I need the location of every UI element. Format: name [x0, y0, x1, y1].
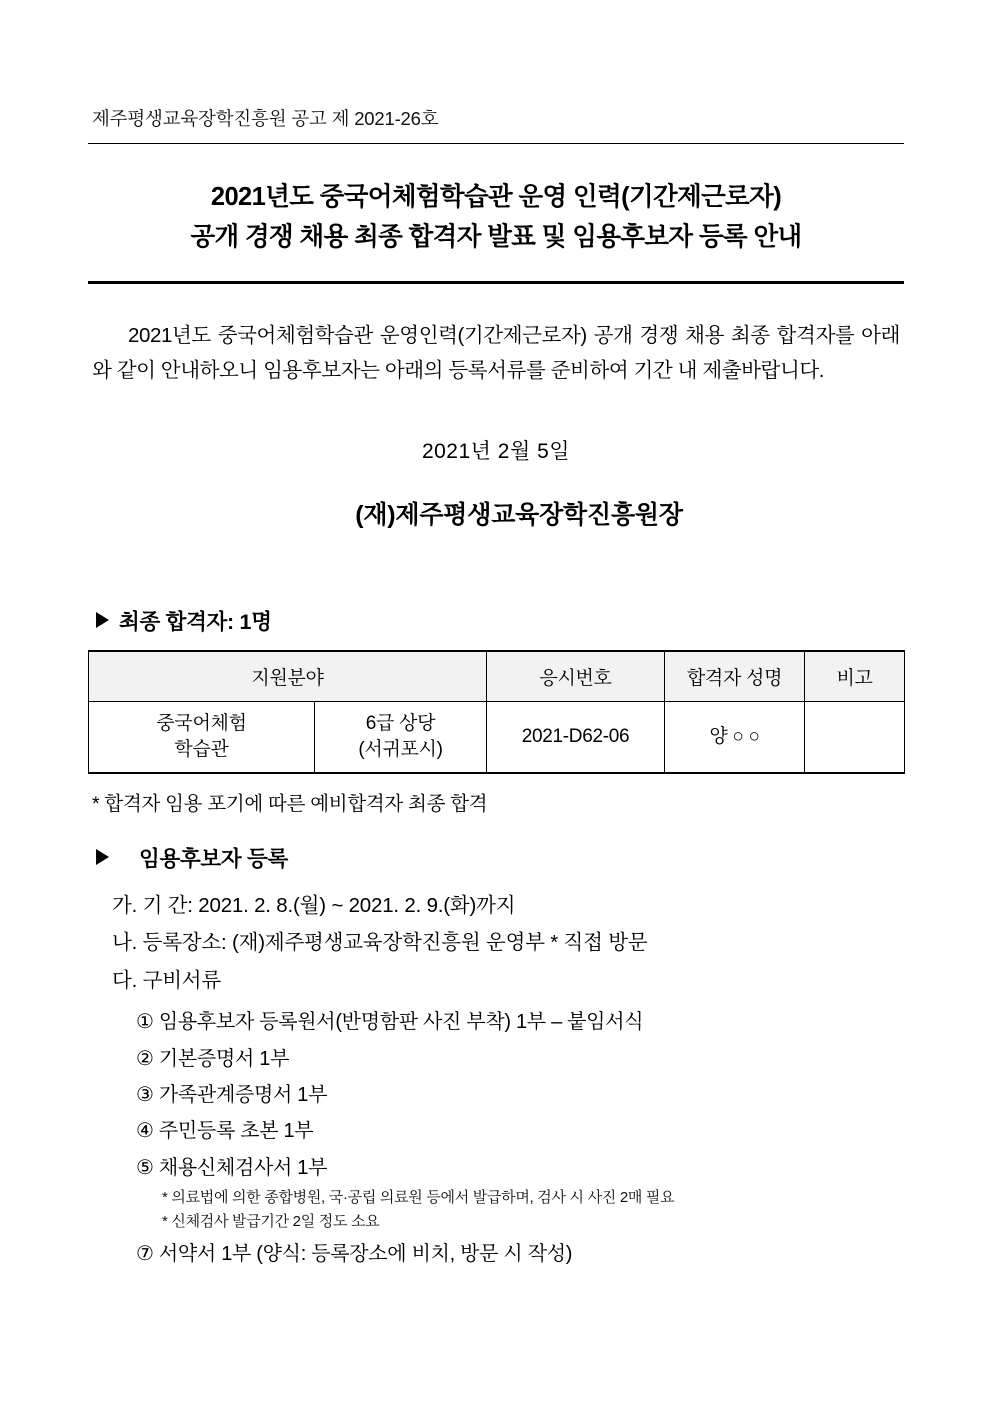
- cell-field-name: 중국어체험 학습관: [89, 701, 315, 773]
- table-row: [89, 701, 905, 773]
- document-subnote: * 의료법에 의한 종합병원, 국·공립 의료원 등에서 발급하며, 검사 시 사진 2매 필요: [162, 1189, 675, 1207]
- triangle-bullet-icon: [96, 849, 109, 865]
- list-item: ② 기본증명서 1부: [136, 1047, 290, 1070]
- title-line-1: 2021년도 중국어체험학습관 운영 인력(기간제근로자): [210, 183, 782, 211]
- cell-remark: [805, 701, 905, 773]
- document-title: [88, 178, 904, 257]
- section-heading-registration: [96, 842, 904, 873]
- column-header-field: 지원분야: [89, 651, 487, 702]
- list-item: 가. 기 간: 2021. 2. 8.(월) ~ 2021. 2. 9.(화)까지: [112, 893, 516, 917]
- table-footnote: * 합격자 임용 포기에 따른 예비합격자 최종 합격: [92, 792, 488, 815]
- column-header-name: 합격자 성명: [665, 651, 805, 702]
- intro-paragraph: 2021년도 중국어체험학습관 운영인력(기간제근로자) 공개 경쟁 채용 최종 합격자를 아래와 같이 안내하오니 임용후보자는 아래의 등록서류를 준비하여 기간 내 제출바랍니다.: [92, 324, 900, 383]
- cell-field-grade: 6급 상당 (서귀포시): [315, 701, 487, 773]
- issue-date: 2021년 2월 5일: [421, 439, 571, 463]
- list-item: ① 임용후보자 등록원서(반명함판 사진 부착) 1부 – 붙임서식: [136, 1011, 644, 1034]
- table-header-row: [89, 651, 905, 702]
- list-item: 다. 구비서류: [112, 969, 222, 993]
- list-item: ④ 주민등록 초본 1부: [136, 1120, 314, 1143]
- list-item: 나. 등록장소: (재)제주평생교육장학진흥원 운영부 * 직접 방문: [112, 931, 648, 955]
- title-divider: [88, 281, 904, 284]
- document-subnote: * 신체검사 발급기간 2일 정도 소요: [162, 1213, 380, 1231]
- triangle-bullet-icon: [96, 612, 109, 628]
- section2-heading-label: 임용후보자 등록: [139, 846, 288, 871]
- cell-exam-no: 2021-D62-06: [487, 701, 665, 773]
- registration-items: [112, 887, 904, 1001]
- required-documents-list: [136, 1004, 904, 1272]
- issuing-organization: (재)제주평생교육장학진흥원장: [355, 500, 683, 529]
- title-line-2: 공개 경쟁 채용 최종 합격자 발표 및 임용후보자 등록 안내: [190, 222, 802, 251]
- column-header-remark: 비고: [805, 651, 905, 702]
- list-item: ⑤ 채용신체검사서 1부: [136, 1156, 328, 1179]
- section1-heading-label: 최종 합격자: 1명: [119, 609, 272, 634]
- header-divider: [88, 143, 904, 144]
- cell-name: 양 ○ ○: [665, 701, 805, 773]
- document-number: 제주평생교육장학진흥원 공고 제 2021-26호: [92, 108, 439, 129]
- section-heading-final-passers: [96, 605, 904, 636]
- final-passers-table: [88, 650, 905, 774]
- list-item: ⑦ 서약서 1부 (양식: 등록장소에 비치, 방문 시 작성): [136, 1243, 573, 1266]
- list-item: ③ 가족관계증명서 1부: [136, 1084, 328, 1107]
- column-header-exam-no: 응시번호: [487, 651, 665, 702]
